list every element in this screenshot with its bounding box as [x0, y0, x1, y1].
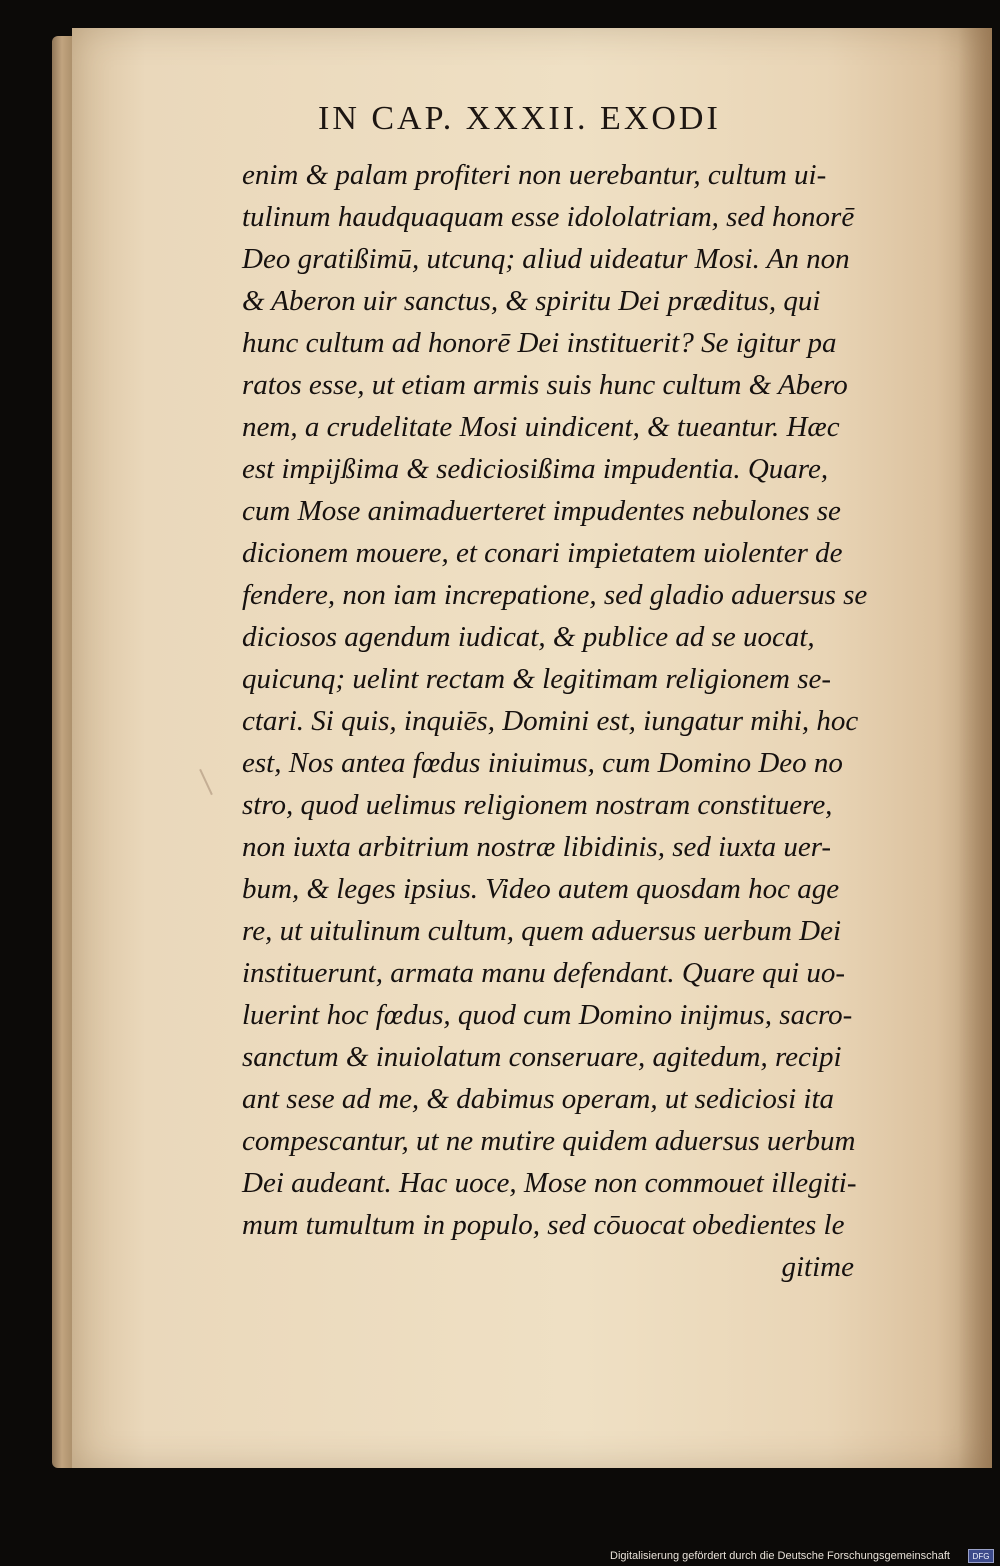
text-line: dicionem mouere, et conari impietatem uiolenter de [242, 537, 843, 569]
dfg-logo: DFG [968, 1549, 994, 1563]
page-shadow-edge [958, 28, 992, 1468]
text-line: hunc cultum ad honorē Dei instituerit? Se igitur pa [242, 327, 837, 359]
text-line: quicunq; uelint rectam & legitimam religionem se- [242, 663, 832, 695]
text-line: mum tumultum in populo, sed cōuocat obedientes le [242, 1209, 845, 1241]
text-line: nem, a crudelitate Mosi uindicent, & tueantur. Hæc [242, 411, 840, 443]
text-line: non iuxta arbitrium nostræ libidinis, sed iuxta uer- [242, 831, 832, 863]
text-line: est impijßima & sediciosißima impudentia. Quare, [242, 453, 829, 485]
text-line: compescantur, ut ne mutire quidem aduersus uerbum [242, 1125, 856, 1157]
text-line: est, Nos antea fœdus iniuimus, cum Domino Deo no [242, 747, 843, 779]
text-line: instituerunt, armata manu defendant. Quare qui uo- [242, 957, 846, 989]
text-line: fendere, non iam increpatione, sed gladio aduersus se [242, 579, 868, 611]
text-line: bum, & leges ipsius. Video autem quosdam hoc age [242, 873, 840, 905]
book-spine-edge [52, 36, 74, 1468]
text-line: ctari. Si quis, inquiēs, Domini est, iungatur mihi, hoc [242, 705, 859, 737]
text-block [242, 154, 868, 1288]
text-line: Deo gratißimū, utcunq; aliud uideatur Mosi. An non [242, 243, 850, 275]
text-line: & Aberon uir sanctus, & spiritu Dei præditus, qui [242, 285, 821, 317]
text-line: enim & palam profiteri non uerebantur, cultum ui- [242, 159, 827, 191]
text-line: ratos esse, ut etiam armis suis hunc cultum & Abero [242, 369, 848, 401]
text-line: Dei audeant. Hac uoce, Mose non commouet illegiti- [242, 1167, 857, 1199]
running-head: IN CAP. XXXII. EXODI [318, 100, 721, 137]
digitization-credit: Digitalisierung gefördert durch die Deutsche Forschungsgemeinschaft [610, 1550, 950, 1562]
text-line: luerint hoc fœdus, quod cum Domino inijmus, sacro- [242, 999, 853, 1031]
text-line: cum Mose animaduerteret impudentes nebulones se [242, 495, 841, 527]
text-line: ant sese ad me, & dabimus operam, ut sediciosi ita [242, 1083, 835, 1115]
text-line: stro, quod uelimus religionem nostram constituere, [242, 789, 833, 821]
text-line: tulinum haudquaquam esse idololatriam, sed honorē [242, 201, 855, 233]
catchword: gitime [781, 1251, 854, 1283]
text-line: diciosos agendum iudicat, & publice ad se uocat, [242, 621, 815, 653]
text-line: sanctum & inuiolatum conseruare, agitedum, recipi [242, 1041, 842, 1073]
text-line: re, ut uitulinum cultum, quem aduersus uerbum Dei [242, 915, 842, 947]
